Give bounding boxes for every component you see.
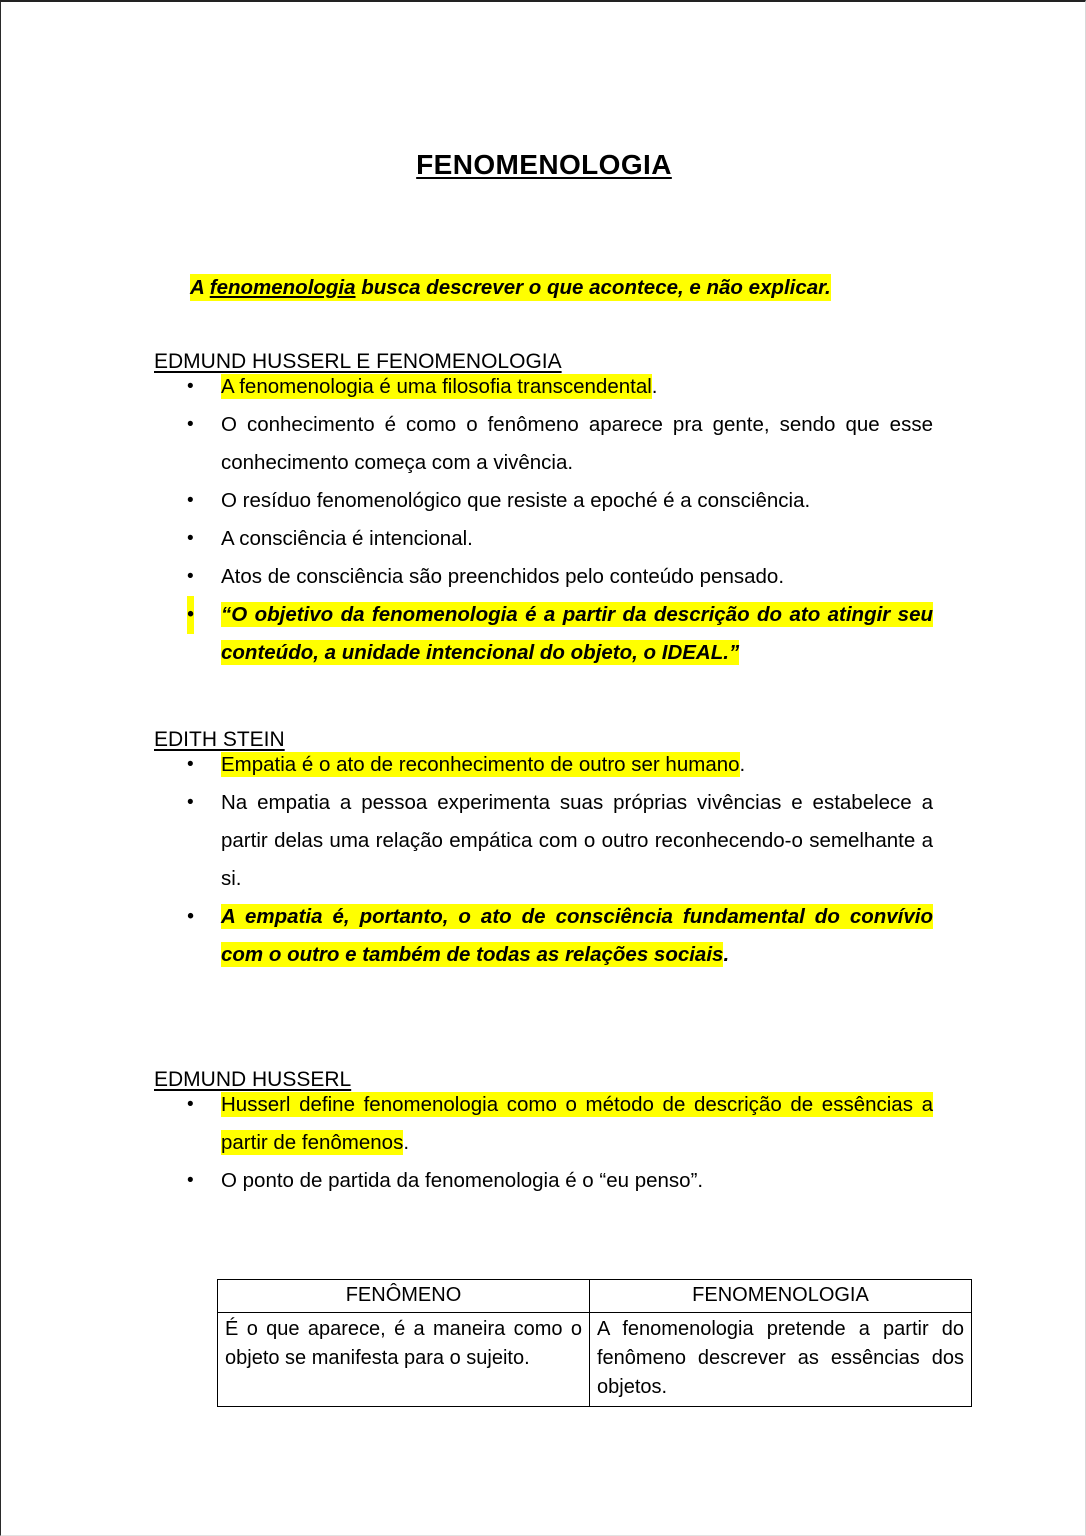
section-heading-text: EDITH STEIN: [154, 728, 285, 752]
list-item: [154, 520, 954, 558]
section-heading-text: EDMUND HUSSERL E FENOMENOLOGIA: [154, 350, 562, 374]
list-item: [154, 368, 954, 406]
list-item-text: • Na empatia a pessoa experimenta suas próprias vivências e estabelece a partir delas uma relação empática com o outro reconhecendo-o semelhante a si.: [221, 791, 933, 890]
table-header-row: [218, 1280, 972, 1313]
trailing-punctuation: .: [651, 375, 658, 398]
intro-highlight: [190, 274, 831, 301]
highlighted-text: A empatia é, portanto, o ato de consciência fundamental do convívio com o outro e também de todas as relações sociais: [221, 905, 933, 966]
intro-rest: busca descrever o que acontece, e não explicar.: [355, 275, 831, 299]
list-item-text: [221, 746, 933, 784]
table-header-cell-fenomenologia: FENOMENOLOGIA: [590, 1280, 972, 1313]
intro-underlined-word: fenomenologia: [209, 275, 356, 299]
intro-statement: [190, 273, 890, 303]
table-cell-fenomenologia-definition: A fenomenologia pretende a partir do fenômeno descrever as essências dos objetos.: [590, 1313, 972, 1407]
list-item-text: • O ponto de partida da fenomenologia é o “eu penso”.: [221, 1169, 704, 1192]
list-item: [154, 596, 954, 672]
table-header-cell-fenomeno: FENÔMENO: [218, 1280, 590, 1313]
list-item: [154, 784, 954, 898]
list-item-text: • O resíduo fenomenológico que resiste a epoché é a consciência.: [221, 489, 811, 512]
trailing-punctuation: .: [739, 753, 746, 776]
bullet-list-edith-stein: [154, 746, 954, 974]
bullet-list-edmund-husserl: [154, 1086, 954, 1200]
list-item-text: • O conhecimento é como o fenômeno aparece pra gente, sendo que esse conhecimento começa com a vivência.: [221, 413, 933, 474]
table-cell-fenomeno-definition: É o que aparece, é a maneira como o objeto se manifesta para o sujeito.: [218, 1313, 590, 1407]
table-body: [218, 1313, 972, 1407]
table-row: [218, 1313, 972, 1407]
list-item: [154, 406, 954, 482]
page-title-text: FENOMENOLOGIA: [416, 148, 672, 180]
list-item-text: [221, 596, 933, 672]
trailing-punctuation: .: [723, 943, 730, 966]
highlighted-text: Husserl define fenomenologia como o método de descrição de essências a partir de fenômenos: [221, 1093, 933, 1154]
list-item-text: [221, 898, 933, 974]
section-heading-text: EDMUND HUSSERL: [154, 1068, 352, 1092]
intro-pre: A: [190, 275, 210, 299]
list-item: [154, 482, 954, 520]
list-item: [154, 898, 954, 974]
highlighted-text: Empatia é o ato de reconhecimento de outro ser humano: [221, 753, 740, 776]
list-item: [154, 1086, 954, 1162]
list-item: [154, 746, 954, 784]
list-item: [154, 1162, 954, 1200]
list-item-text: • A consciência é intencional.: [221, 527, 473, 550]
page-title: [1, 149, 1086, 181]
list-item-text: [221, 1086, 933, 1162]
bullet-list-husserl-fenomenologia: [154, 368, 954, 672]
trailing-punctuation: .: [403, 1131, 410, 1154]
highlighted-quote: “O objetivo da fenomenologia é a partir da descrição do ato atingir seu conteúdo, a unidade intencional do objeto, o IDEAL.”: [221, 603, 933, 664]
comparison-table: [217, 1279, 972, 1407]
list-item-text: • Atos de consciência são preenchidos pelo conteúdo pensado.: [221, 565, 785, 588]
table-header: [218, 1280, 972, 1313]
highlighted-text: A fenomenologia é uma filosofia transcendental: [221, 375, 652, 398]
list-item-text: [221, 368, 933, 406]
list-item: [154, 558, 954, 596]
